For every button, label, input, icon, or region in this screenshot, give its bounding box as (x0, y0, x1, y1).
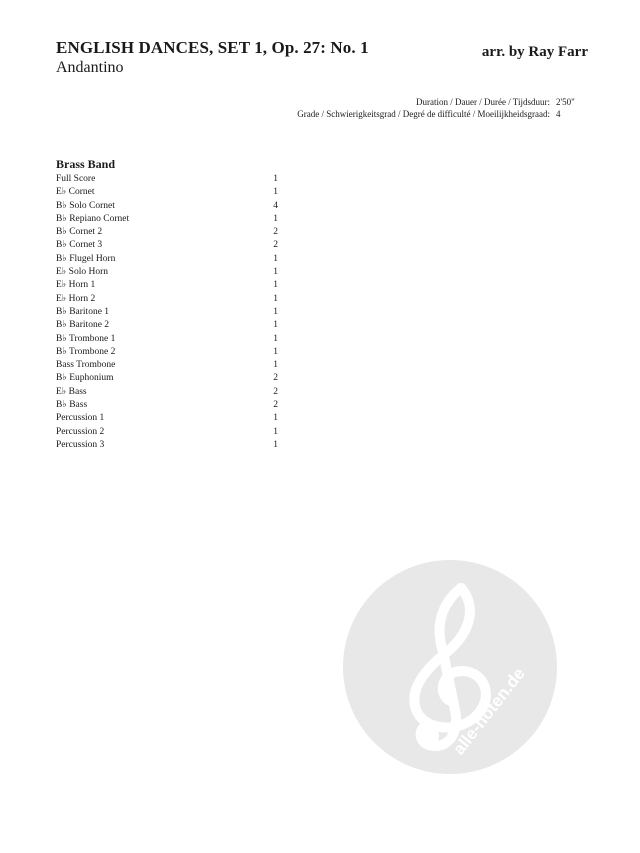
part-name: B♭ Trombone 1 (56, 333, 116, 344)
part-quantity: 1 (273, 187, 278, 198)
part-quantity: 1 (273, 413, 278, 424)
part-name: E♭ Solo Horn (56, 267, 108, 278)
part-quantity: 1 (273, 320, 278, 331)
part-quantity: 1 (273, 213, 278, 224)
part-row (56, 253, 278, 266)
part-quantity: 1 (273, 253, 278, 264)
part-quantity: 1 (273, 360, 278, 371)
duration-row (297, 96, 584, 108)
treble-clef-icon (343, 560, 557, 774)
part-quantity: 2 (273, 373, 278, 384)
tempo-marking: Andantino (56, 59, 124, 76)
grade-label: Grade / Schwierigkeitsgrad / Degré de difficulté / Moeilijkheidsgraad: (297, 109, 550, 119)
duration-label: Duration / Dauer / Durée / Tijdsduur: (416, 97, 550, 107)
duration-value: 2'50" (556, 97, 575, 107)
part-row (56, 333, 278, 346)
part-row (56, 372, 278, 385)
watermark-logo (343, 560, 557, 774)
part-name: B♭ Baritone 1 (56, 306, 110, 317)
part-row (56, 279, 278, 292)
part-name: B♭ Bass (56, 400, 88, 411)
part-name: E♭ Horn 2 (56, 293, 96, 304)
part-row (56, 359, 278, 372)
part-quantity: 1 (273, 426, 278, 437)
part-row (56, 306, 278, 319)
part-name: Percussion 1 (56, 413, 105, 424)
arranger-credit: arr. by Ray Farr (481, 44, 588, 60)
part-quantity: 2 (273, 240, 278, 251)
part-quantity: 1 (273, 280, 278, 291)
part-name: B♭ Flugel Horn (56, 253, 116, 264)
part-row (56, 239, 278, 252)
part-row (56, 346, 278, 359)
part-name: E♭ Bass (56, 386, 87, 397)
part-row (56, 173, 278, 186)
watermark-text: alle-noten.de (449, 664, 529, 759)
part-quantity: 1 (273, 293, 278, 304)
part-row (56, 319, 278, 332)
part-name: B♭ Cornet 3 (56, 240, 103, 251)
part-name: E♭ Cornet (56, 187, 95, 198)
part-name: B♭ Repiano Cornet (56, 213, 130, 224)
part-name: B♭ Euphonium (56, 373, 114, 384)
part-name: Full Score (56, 174, 96, 184)
part-name: B♭ Cornet 2 (56, 227, 103, 238)
part-quantity: 1 (273, 267, 278, 278)
parts-list (56, 173, 278, 452)
part-row (56, 293, 278, 306)
grade-row (297, 108, 584, 120)
grade-value: 4 (556, 109, 561, 119)
part-quantity: 4 (273, 200, 278, 211)
part-row (56, 266, 278, 279)
part-row (56, 439, 278, 452)
part-quantity: 1 (273, 333, 278, 344)
part-row (56, 226, 278, 239)
part-name: B♭ Baritone 2 (56, 320, 110, 331)
piece-metadata (297, 96, 584, 120)
part-name: B♭ Trombone 2 (56, 346, 116, 357)
part-row (56, 412, 278, 425)
part-name: Bass Trombone (56, 360, 116, 371)
instrumentation-heading: Brass Band (56, 157, 116, 171)
part-quantity: 1 (273, 174, 278, 184)
part-name: B♭ Solo Cornet (56, 200, 115, 211)
part-row (56, 426, 278, 439)
part-quantity: 2 (273, 227, 278, 238)
piece-title: ENGLISH DANCES, SET 1, Op. 27: No. 1 (56, 38, 369, 57)
part-row (56, 213, 278, 226)
part-name: Percussion 3 (56, 439, 105, 450)
part-name: E♭ Horn 1 (56, 280, 96, 291)
part-quantity: 2 (273, 400, 278, 411)
part-quantity: 1 (273, 306, 278, 317)
part-row (56, 200, 278, 213)
part-quantity: 2 (273, 386, 278, 397)
part-row (56, 186, 278, 199)
part-quantity: 1 (273, 439, 278, 450)
part-name: Percussion 2 (56, 426, 105, 437)
part-row (56, 399, 278, 412)
part-quantity: 1 (273, 346, 278, 357)
part-row (56, 386, 278, 399)
